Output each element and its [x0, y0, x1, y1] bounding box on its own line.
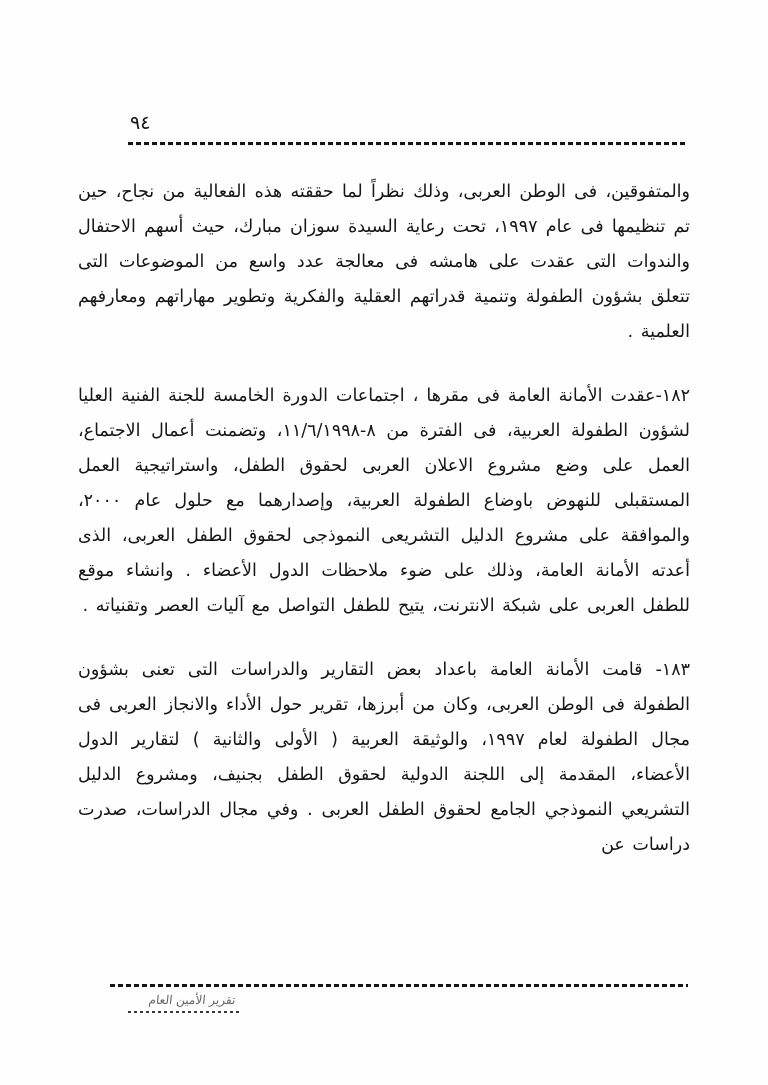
top-divider [128, 142, 688, 145]
paragraph-text: والمتفوقين، فى الوطن العربى، وذلك نظراً لما حققته هذه الفعالية من نجاح، حين تم تنظيمها فى عام ١٩٩٧، تحت رعاية السيدة سوزان مبارك، حيث أسهم الاحتفال والندوات التى عقدت على هامشه فى معالجة عدد واسع من الموضوعات التى تتعلق بشؤون الطفولة وتنمية قدراتهم العقلية والفكرية وتطوير مهاراتهم ومعارفهم العلمية . [78, 182, 690, 342]
page-header [0, 0, 768, 145]
paragraph [78, 175, 690, 350]
page-body [78, 175, 690, 863]
bottom-divider [110, 984, 688, 987]
page-footer [0, 984, 768, 1013]
footer-handwriting-note: تقرير الأمين العام [147, 993, 237, 1007]
paragraph-text: قامت الأمانة العامة باعداد بعض التقارير والدراسات التى تعنى بشؤون الطفولة فى الوطن العربى، وكان من أبرزها، تقرير حول الأداء والانجاز العربى فى مجال الطفولة لعام ١٩٩٧، والوثيقة العربية ( الأولى والثانية ) لتقارير الدول الأعضاء، المقدمة إلى اللجنة الدولية لحقوق الطفل بجنيف، ومشروع الدليل التشريعي النموذجي الجامع لحقوق الطفل العربى . وفي مجال الدراسات، صدرت دراسات عن [78, 660, 690, 855]
paragraph [78, 379, 690, 624]
paragraph-number: ١٨٢- [655, 386, 690, 406]
page-number: ٩٤ [130, 112, 151, 134]
footer-note-underline [128, 1011, 240, 1013]
paragraph-text: عقدت الأمانة العامة فى مقرها ، اجتماعات الدورة الخامسة للجنة الفنية العليا لشؤون الطفولة العربية، فى الفترة من ٨-١١/٦/١٩٩٨، وتضمنت أعمال الاجتماع، العمل على وضع مشروع الاعلان العربى لحقوق الطفل، واستراتيجية العمل المستقبلى للنهوض باوضاع الطفولة العربية، وإصدارهما مع حلول عام ٢٠٠٠، والموافقة على مشروع الدليل التشريعى النموذجى لحقوق الطفل العربى، الذى أعدته الأمانة العامة، وذلك على ضوء ملاحظات الدول الأعضاء . وانشاء موقع للطفل العربى على شبكة الانترنت، يتيح للطفل التواصل مع آليات العصر وتقنياته . [78, 386, 690, 616]
paragraph [78, 653, 690, 863]
paragraph-number: ١٨٣- [642, 660, 690, 680]
